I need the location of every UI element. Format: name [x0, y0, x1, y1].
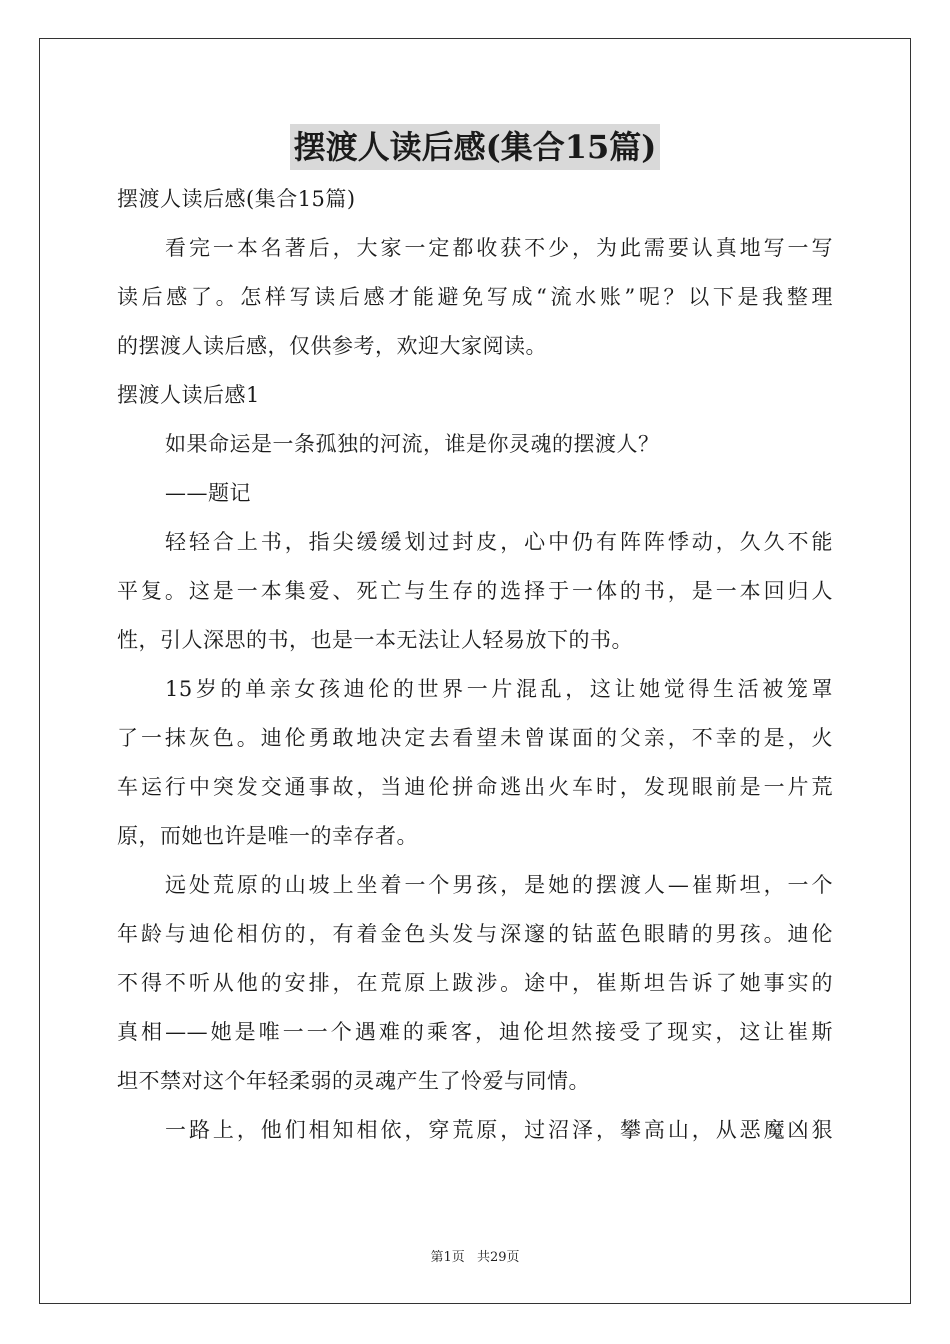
text-line: 看完一本名著后，大家一定都收获不少，为此需要认真地写一写: [165, 236, 833, 260]
text-line: 不得不听从他的安排，在荒原上跋涉。途中，崔斯坦告诉了她事实的: [117, 971, 833, 995]
page-number: 第1页: [430, 1250, 465, 1265]
text-line: 如果命运是一条孤独的河流，谁是你灵魂的摆渡人？: [165, 432, 660, 456]
text-line: 平复。这是一本集爱、死亡与生存的选择于一体的书，是一本回归人: [117, 579, 833, 603]
text-line: 读后感了。怎样写读后感才能避免写成“流水账”呢？以下是我整理: [117, 285, 833, 309]
text-line: 远处荒原的山坡上坐着一个男孩，是她的摆渡人—崔斯坦，一个: [165, 873, 833, 897]
text-line: 坦不禁对这个年轻柔弱的灵魂产生了怜爱与同情。: [117, 1069, 590, 1093]
text-line: 原，而她也许是唯一的幸存者。: [117, 824, 418, 848]
text-line: 了一抹灰色。迪伦勇敢地决定去看望未曾谋面的父亲，不幸的是，火: [117, 726, 833, 750]
paragraph-lines: [117, 224, 833, 1155]
text-line: 真相——她是唯一一个遇难的乘客，迪伦坦然接受了现实，这让崔斯: [117, 1020, 833, 1044]
page-total: 共29页: [476, 1250, 520, 1265]
document-title: 摆渡人读后感(集合15篇): [290, 124, 661, 170]
text-line: 车运行中突发交通事故，当迪伦拼命逃出火车时，发现眼前是一片荒: [117, 775, 833, 799]
text-line: 年龄与迪伦相仿的，有着金色头发与深邃的钴蓝色眼睛的男孩。迪伦: [117, 922, 833, 946]
text-line: 摆渡人读后感1: [117, 383, 260, 407]
text-line: 15岁的单亲女孩迪伦的世界一片混乱，这让她觉得生活被笼罩: [165, 677, 833, 701]
page-footer: [0, 1246, 950, 1265]
text-line: 性，引人深思的书，也是一本无法让人轻易放下的书。: [117, 628, 633, 652]
title-wrap: [0, 124, 950, 170]
text-line: 轻轻合上书，指尖缓缓划过封皮，心中仍有阵阵悸动，久久不能: [165, 530, 833, 554]
document-body: [117, 175, 833, 1155]
text-line: 的摆渡人读后感，仅供参考，欢迎大家阅读。: [117, 334, 547, 358]
document-subtitle: 摆渡人读后感(集合15篇): [117, 187, 356, 211]
text-line: ——题记: [165, 481, 251, 505]
text-line: 一路上，他们相知相依，穿荒原，过沼泽，攀高山，从恶魔凶狠: [165, 1118, 833, 1142]
